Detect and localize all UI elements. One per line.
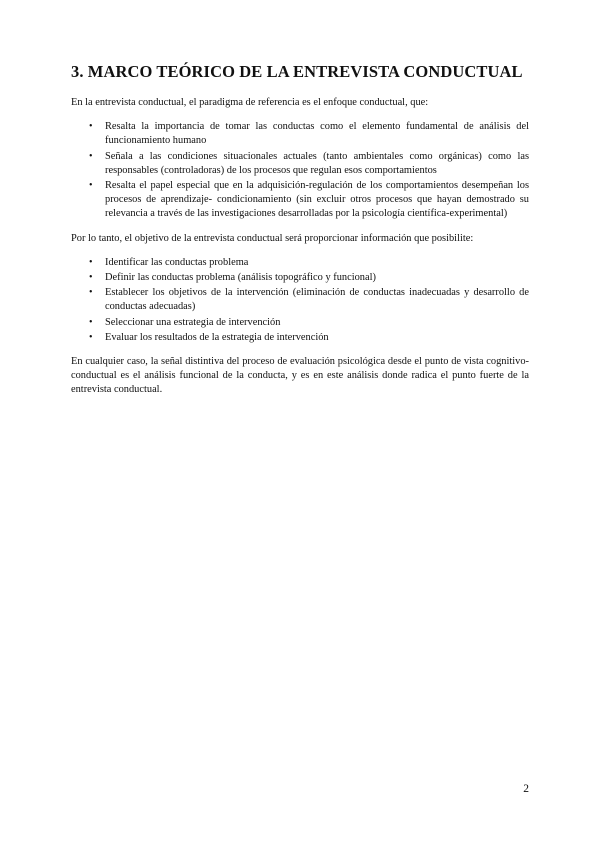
list-item-text: Resalta el papel especial que en la adquisición-regulación de los comportamientos desempeñan los procesos de aprendizaje- condicionamiento (sin excluir otros procesos que hayan demostrado su relevancia a través de las investigaciones desarrolladas por la psicología científica-experimental)	[105, 180, 529, 220]
list-item	[71, 150, 529, 178]
bullet-icon: •	[89, 256, 93, 268]
list-item	[71, 271, 529, 285]
document-page	[71, 62, 529, 408]
list-item	[71, 286, 529, 314]
section-title: 3. MARCO TEÓRICO DE LA ENTREVISTA CONDUCTUAL	[71, 62, 523, 81]
bullet-icon: •	[89, 316, 93, 328]
list-item	[71, 316, 529, 330]
bullet-icon: •	[89, 272, 93, 284]
bullet-icon: •	[89, 150, 93, 162]
page-number: 2	[523, 783, 529, 795]
bullet-icon: •	[89, 331, 93, 343]
bullet-icon: •	[89, 287, 93, 299]
list-item-text: Seleccionar una estrategia de intervención	[105, 316, 281, 328]
list-item	[71, 120, 529, 148]
list-item-text: Establecer los objetivos de la intervención (eliminación de conductas inadecuadas y desarrollo de conductas adecuadas)	[105, 287, 529, 313]
list-item-text: Identificar las conductas problema	[105, 256, 249, 268]
intro-paragraph: En la entrevista conductual, el paradigma de referencia es el enfoque conductual, que:	[71, 97, 429, 108]
list-item	[71, 179, 529, 222]
list-item	[71, 331, 529, 345]
list-item	[71, 256, 529, 270]
bullet-icon: •	[89, 121, 93, 133]
objectives-list	[71, 256, 529, 345]
list-item-text: Resalta la importancia de tomar las conductas como el elemento fundamental de análisis del funcionamiento humano	[105, 121, 529, 147]
list-item-text: Señala a las condiciones situacionales actuales (tanto ambientales como orgánicas) como las responsables (controladoras) de los procesos que regulan esos comportamientos	[105, 150, 529, 176]
bullet-icon: •	[89, 180, 93, 192]
objective-intro-paragraph: Por lo tanto, el objetivo de la entrevista conductual será proporcionar información que posibilite:	[71, 232, 474, 244]
list-item-text: Definir las conductas problema (análisis topográfico y funcional)	[105, 272, 376, 284]
features-list	[71, 120, 529, 221]
conclusion-paragraph: En cualquier caso, la señal distintiva del proceso de evaluación psicológica desde el punto de vista cognitivo- conductual es el análisis funcional de la conducta, y es en este análisis donde radica el punto fuerte de la entrevista conductual.	[71, 356, 529, 396]
list-item-text: Evaluar los resultados de la estrategia de intervención	[105, 331, 329, 343]
